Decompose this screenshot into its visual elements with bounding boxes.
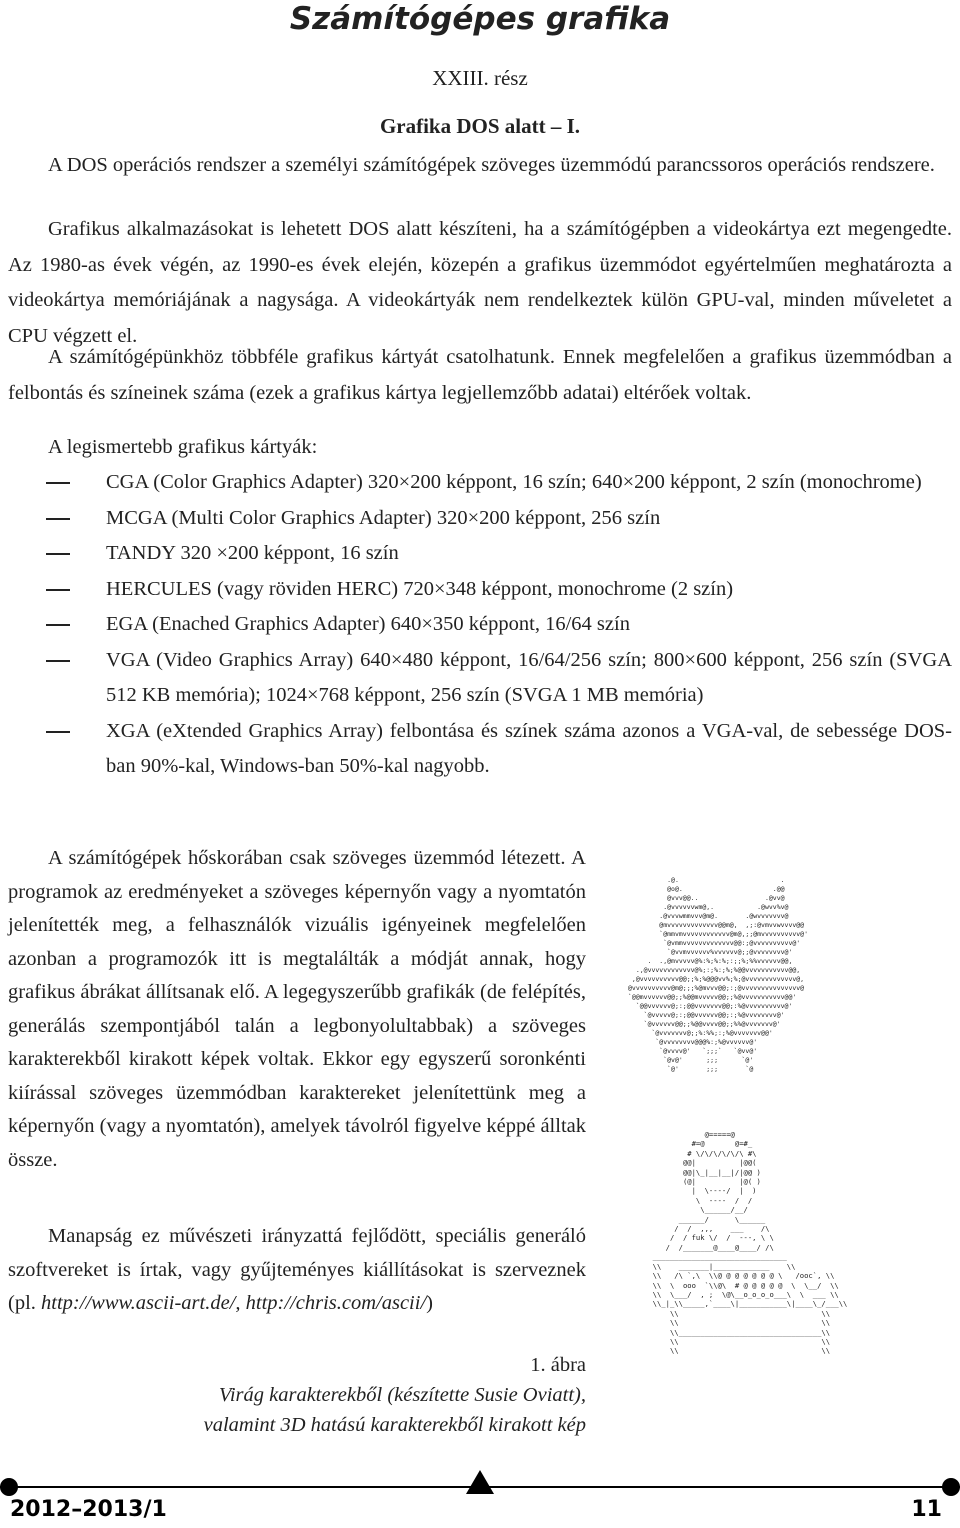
footer-rule xyxy=(0,1486,960,1488)
page-number: 11 xyxy=(911,1497,942,1522)
website-links[interactable]: http://www.ascii-art.de/, http://chris.com/ascii/ xyxy=(41,1292,427,1314)
list-item: HERCULES (vagy röviden HERC) 720×348 képpont, monochrome (2 szín) xyxy=(8,572,952,608)
ascii-3d-scene-art: @=====@ #=@ @=#_ # \/\/\/\/\/\ #\ @@| |@@( @@|\_|__|__|/|@@ ) (@| |@( ) | \----/ | ) \ ---- / / \______/__/ ______/ \______ / / ,,, ___ /\ / / fuk \/ / ---, \ \ / /_______@____@____/ /\ _______________________________ \\ _______|_____________ \\ \\ /\ `,\ \\@ @ @ @ @ @ @ \ /ooc`, \\ \\ \ ooo `\\@\ # @ @ @ @ @ \ \__/ \\ \\ \___/ , ; \@\__o_o_o_o___\ \ ___ \\ \\_|_\\_____,`____\|___________\|____\_/___\\ \\ \\ \\ \\ \\_________________________________\\ \\ \\ \\ \\ xyxy=(652,1130,848,1356)
graphics-card-list xyxy=(8,465,952,785)
list-item: CGA (Color Graphics Adapter) 320×200 képpont, 16 szín; 640×200 képpont, 2 szín (monochrome) xyxy=(8,465,952,501)
intro-paragraph-1: A DOS operációs rendszer a személyi számítógépek szöveges üzemmódú parancssoros operációs rendszere. xyxy=(48,154,935,176)
dash-bullet-icon xyxy=(46,589,70,591)
figure-number: 1. ábra xyxy=(530,1354,586,1376)
dash-bullet-icon xyxy=(46,482,70,484)
list-item: MCGA (Multi Color Graphics Adapter) 320×200 képpont, 256 szín xyxy=(8,501,952,537)
article-part: XXIII. rész xyxy=(432,66,528,90)
list-item: VGA (Video Graphics Array) 640×480 képpont, 16/64/256 szín; 800×600 képpont, 256 szín (SVGA 512 KB memória); 1024×768 képpont, 256 szín (SVGA 1 MB memória) xyxy=(8,643,952,714)
intro-paragraph-3: A számítógépünkhöz többféle grafikus kártyát csatolhatunk. Ennek megfelelően a grafikus üzemmódban a felbontás és színeinek száma (ezek a grafikus kártya legjellemzőbb adatai) eltérőek voltak. xyxy=(8,346,952,404)
dash-bullet-icon xyxy=(46,553,70,555)
dash-bullet-icon xyxy=(46,624,70,626)
dash-bullet-icon xyxy=(46,518,70,520)
issue-number: 2012–2013/1 xyxy=(10,1497,167,1522)
intro-paragraph-4: A legismertebb grafikus kártyák: xyxy=(48,436,318,458)
history-paragraph-2: Manapság ez művészeti irányzattá fejlődött, speciális generáló szoftvereket is írtak, vagy gyűjteményes kiállításokat is szerveznek (pl. http://www.ascii-art.de/, http://chris.com/ascii/) xyxy=(8,1225,586,1314)
article-title: Számítógépes grafika xyxy=(289,1,671,37)
history-paragraph-1: A számítógépek hőskorában csak szöveges üzemmód létezett. A programok az eredményeket a szöveges képernyőn vagy a nyomtatón jelenítették meg, a felhasználók vizuális igényeinek megfelelően azonban a programozók itt is megtalálták a módját annak, hogy grafikus ábrákat állítsanak elő. A legegyszerűbb grafikák (de felépítés, generálás szempontjából talán a legbonyolultabbak) a szöveges karakterekből kirakott képek voltak. Ekkor egy egyszerű soronkénti kiírással szöveges üzemmódban karaktereket jelenítettünk meg a képernyőn (vagy a nyomtatón), amelyek távolról figyelve képpé álltak össze. xyxy=(8,847,586,1171)
footer-triangle-icon xyxy=(466,1470,494,1494)
dash-bullet-icon xyxy=(46,731,70,733)
list-item: EGA (Enached Graphics Adapter) 640×350 képpont, 16/64 szín xyxy=(8,607,952,643)
dash-bullet-icon xyxy=(46,660,70,662)
figure-caption: Virág karakterekből (készítette Susie Oviatt), valamint 3D hatású karakterekből kirakott kép xyxy=(203,1384,586,1436)
list-item: TANDY 320 ×200 képpont, 16 szín xyxy=(8,536,952,572)
ascii-flower-art: .@. . @o@. .@@ @vvv@@.. .@vv@ .@vvvvvvwm@,. .@wvv%v@ .@vvvwmmvvv@m@. .@wvvvvvvv@ @mvvvvvvvvvvvvv@@m@, ,;:@vmvvwvvvv@@ `@mmvmvvvvvvvvvvvv@m@,;;@mvvvvvvvvvv@' `@vmmvvvvvvvvvvvvv@@:;@vvvvvvvvvv@' `@vvmvvvvvv%vvvvvv@;;@vvvvvvvv@' . .,@mvvvvv@%:%;%:%;:;;%;%%vvvvvv@@, .,@vvvvvvvvvvvv@%;:;%:;%;%@@vvvvvvvvvvv@@, ,@vvvvvvvvvv@@;;%;%@@@vv%;%;@vvvvvvvvvvvvv@, @vvvvvvvvvv@m@;;;%@mvvv@@;:;@vvvvvvvvvvvvvvv@ `@@mvvvvvv@@;;%@@mvvvvv@@;;%@vvvvvvvvvvv@@' `@@vvvvvv@;:;@@vvvvvvv@@;:%@vvvvvvvvvv@' `@vvvvv@;:;@@vvvvvv@@;:;%@vvvvvvvv@' `@vvvvvv@@;;%@@vvvv@@;;%%@vvvvvvv@' `@vvvvvvv@;;%:%%;:;%@vvvvvvv@@' `@vvvvvvvv@@@%:;%@vvvvvv@' `@vvvv@' `;;;` `@vv@' `@v@' ;;; `@' `@' ;;; `@ xyxy=(628,876,809,1073)
list-item: XGA (eXtended Graphics Array) felbontása és színek száma azonos a VGA-val, de sebessége DOS-ban 90%-kal, Windows-ban 50%-kal nagyobb. xyxy=(8,714,952,785)
intro-paragraph-2: Grafikus alkalmazásokat is lehetett DOS alatt készíteni, ha a számítógépben a videokártya ezt megengedte. Az 1980-as évek végén, az 1990-es évek elején, közepén a grafikus üzemmódot egyértelműen meghatározta a videokártya memóriájának a nagysága. A videokártyák nem rendelkeztek külön GPU-val, minden műveletet a CPU végzett el. xyxy=(8,218,952,347)
article-subtitle: Grafika DOS alatt – I. xyxy=(379,114,581,138)
